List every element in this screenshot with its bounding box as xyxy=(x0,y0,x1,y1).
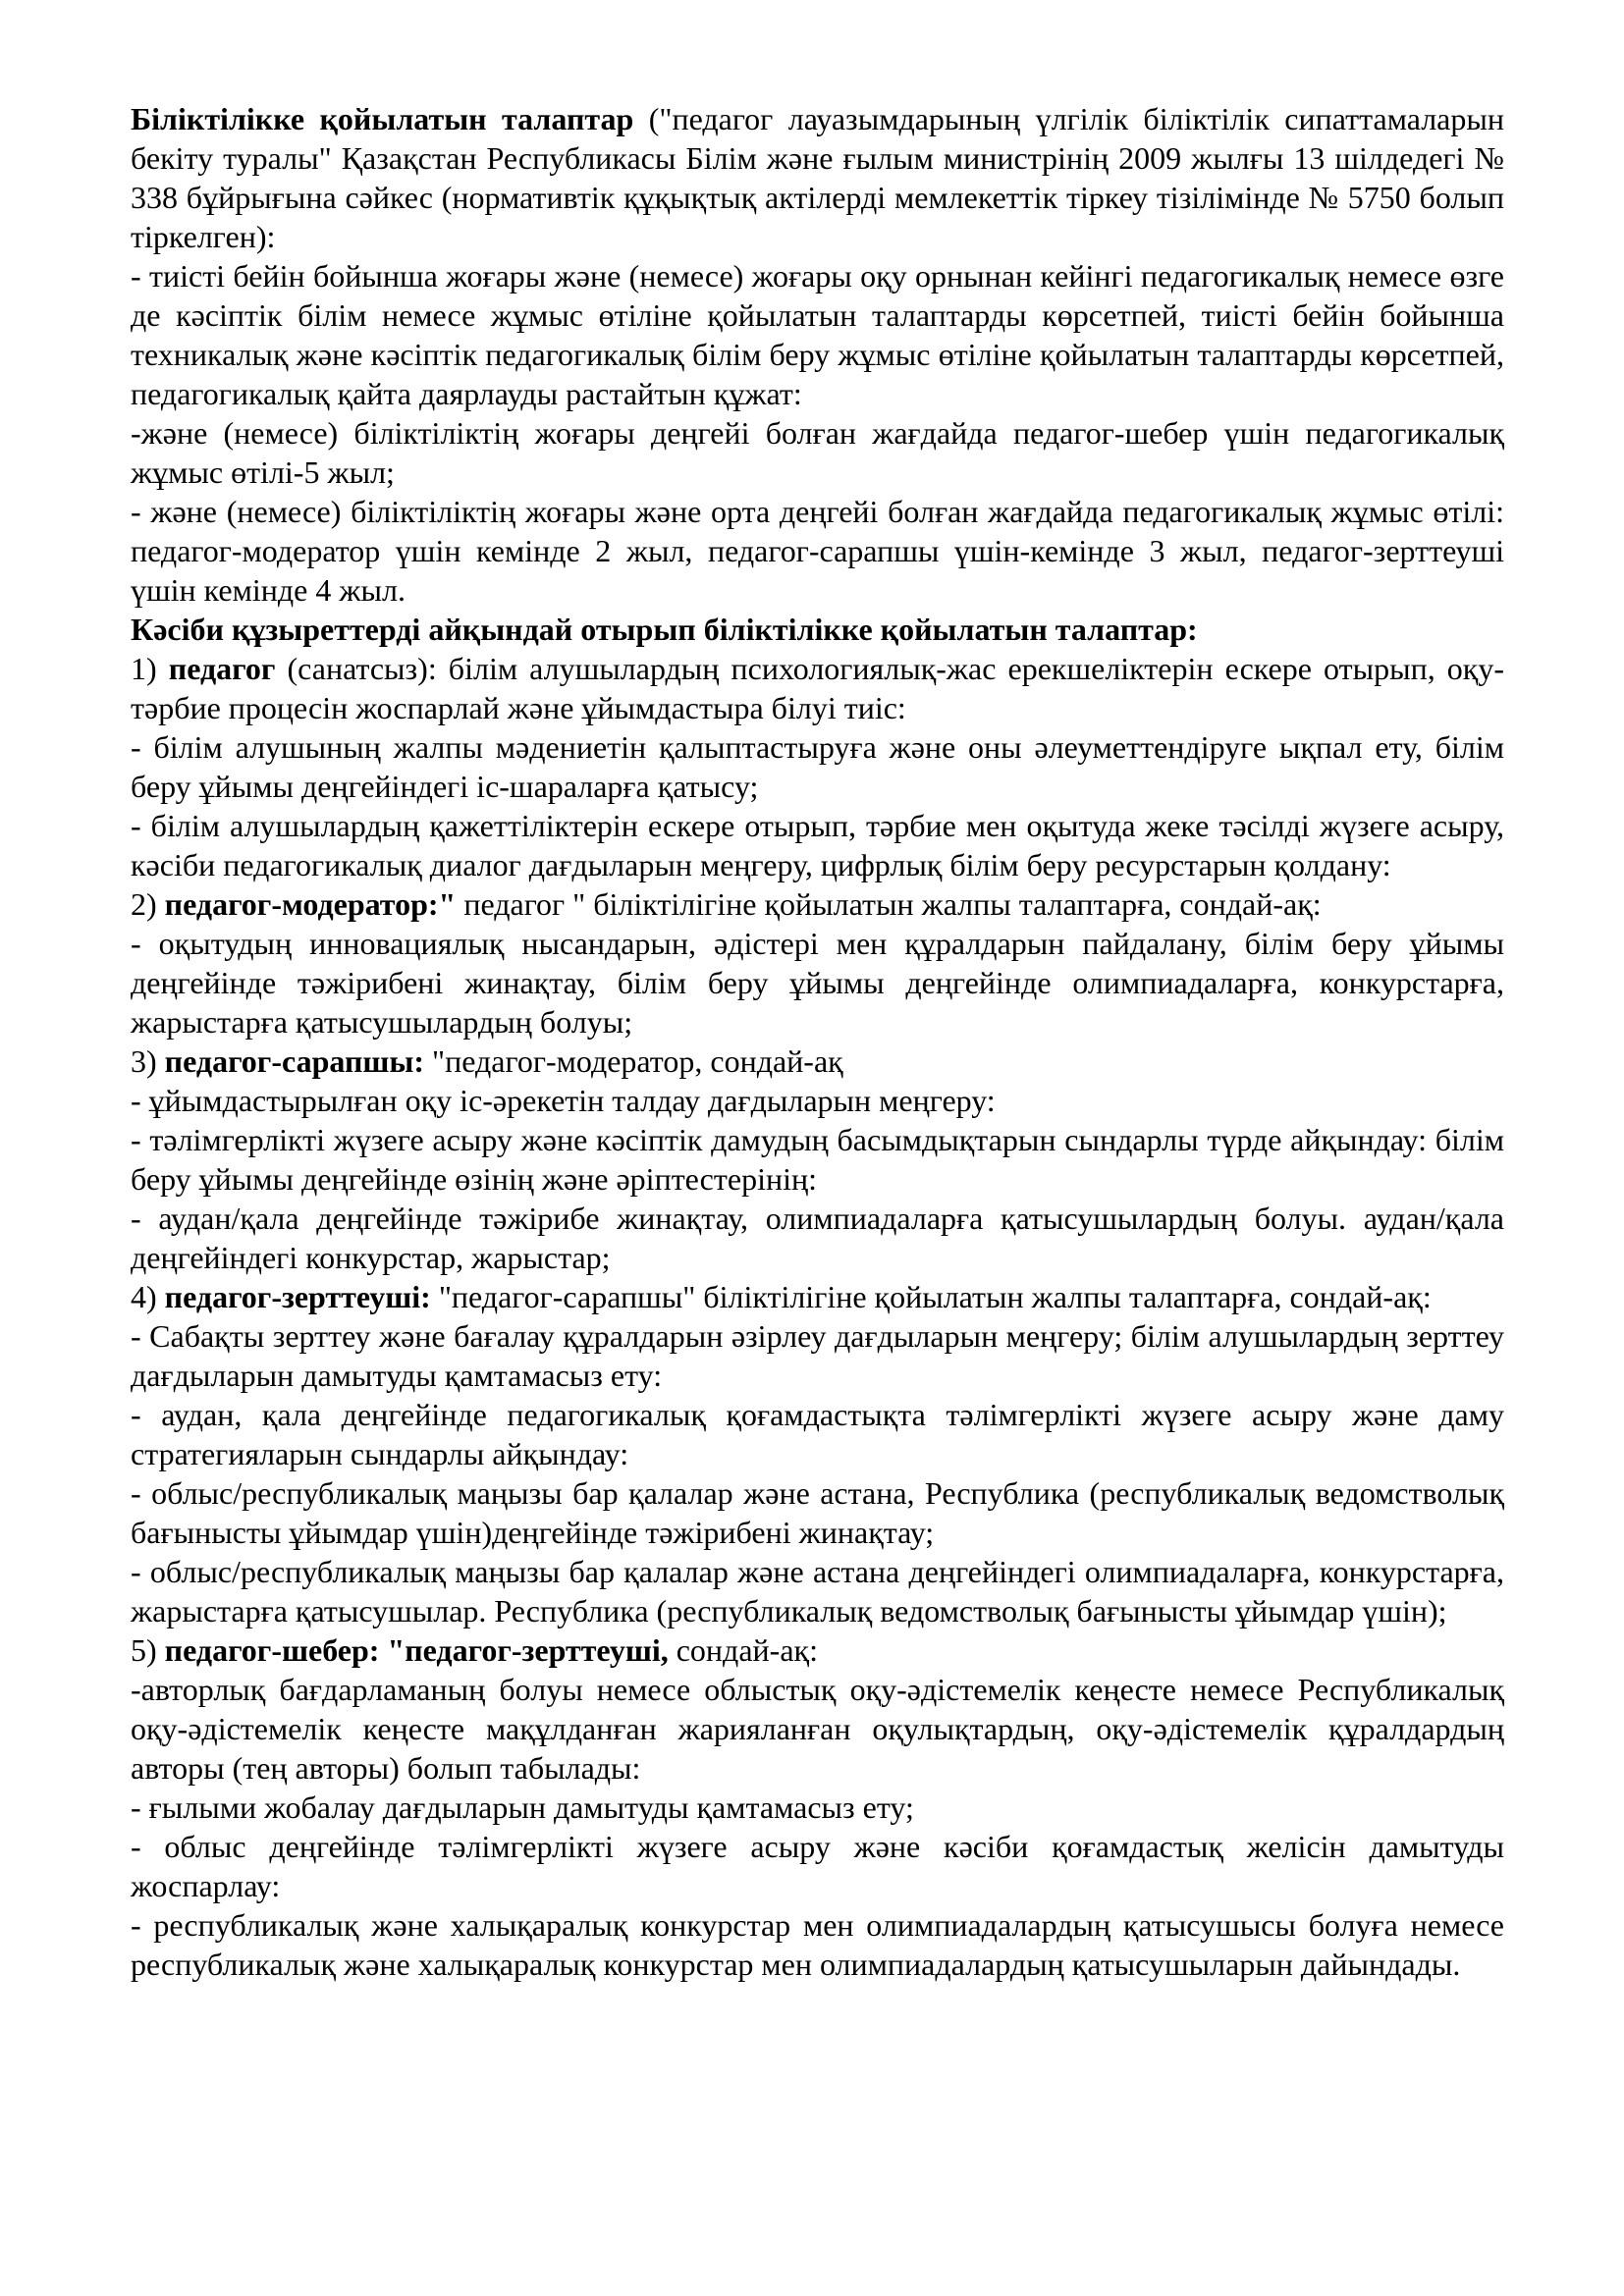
paragraph xyxy=(131,1199,1504,1277)
paragraph xyxy=(131,492,1504,610)
text-run: - тәлімгерлікті жүзеге асыру және кәсіптік дамудың басымдықтарын сындарлы түрде айқындау: білім беру ұйымы деңгейінде өзінің және әріптестерінің: xyxy=(131,1122,1504,1197)
list-number: 3) xyxy=(131,1043,165,1079)
term-run: педагог-модератор:" xyxy=(164,886,457,922)
text-run: -авторлық бағдарламаның болуы немесе облыстық оқу-әдістемелік кеңесте немесе Республикалық оқу-әдістемелік кеңесте мақұлданған жарияланған оқулықтардың, оқу-әдістемелік құралдардың авторы (тең авторы) болып табылады: xyxy=(131,1672,1504,1786)
paragraph xyxy=(131,1630,1504,1670)
paragraph xyxy=(131,610,1504,649)
paragraph xyxy=(131,1670,1504,1788)
paragraph xyxy=(131,1277,1504,1316)
heading-run: Біліктілікке қойылатын талаптар xyxy=(131,101,634,136)
paragraph xyxy=(131,884,1504,924)
text-run: - аудан, қала деңгейінде педагогикалық қоғамдастықта тәлімгерлікті жүзеге асыру және даму стратегияларын сындарлы айқындау: xyxy=(131,1397,1504,1471)
paragraph xyxy=(131,1552,1504,1630)
text-run: - республикалық және халықаралық конкурстар мен олимпиадалардың қатысушысы болуға немесе республикалық және халықаралық конкурстар мен олимпиадалардың қатысушыларын дайындады. xyxy=(131,1907,1504,1982)
paragraph xyxy=(131,1905,1504,1984)
text-run: - оқытудың инновациялық нысандарын, әдістері мен құралдарын пайдалану, білім беру ұйымы деңгейінде тәжірибені жинақтау, білім беру ұйымы деңгейінде олимпиадаларға, конкурстарға, жарыстарға қатысушылардың болуы; xyxy=(131,926,1504,1040)
text-run: - білім алушылардың қажеттіліктерін ескере отырып, тәрбие мен оқытуда жеке тәсілді жүзеге асыру, кәсіби педагогикалық диалог дағдыларын меңгеру, цифрлық білім беру ресурстарын қолдану: xyxy=(131,808,1504,882)
text-run: - және (немесе) біліктіліктің жоғары және орта деңгейі болған жағдайда педагогикалық жұмыс өтілі: педагог-модератор үшін кемінде 2 жыл, педагог-сарапшы үшін-кемінде 3 жыл, педагог-зерттеуші үшін кемінде 4 жыл. xyxy=(131,494,1504,608)
text-run: - облыс/республикалық маңызы бар қалалар және астана деңгейіндегі олимпиадаларға, конкурстарға, жарыстарға қатысушылар. Республика (республикалық ведомстволық бағынысты ұйымдар үшін); xyxy=(131,1554,1504,1629)
text-run: "педагог-сарапшы" біліктілігіне қойылатын жалпы талаптарға, сондай-ақ: xyxy=(430,1279,1432,1314)
term-run: педагог-шебер: "педагог-зерттеуші, xyxy=(164,1632,669,1668)
term-run: педагог xyxy=(168,651,276,686)
paragraph xyxy=(131,1788,1504,1827)
text-run: "педагог-модератор, сондай-ақ xyxy=(424,1043,843,1079)
paragraph xyxy=(131,649,1504,727)
text-run: -және (немесе) біліктіліктің жоғары деңгейі болған жағдайда педагог-шебер үшін педагогикалық жұмыс өтілі-5 жыл; xyxy=(131,415,1504,490)
list-number: 4) xyxy=(131,1279,165,1314)
paragraph xyxy=(131,1316,1504,1395)
text-run: сондай-ақ: xyxy=(668,1632,818,1668)
paragraph xyxy=(131,256,1504,413)
text-run: ("педагог лауазымдарының үлгілік біліктілік сипаттамаларын бекіту туралы" Қазақстан Республикасы Білім және ғылым министрінің 2009 жылғы 13 шілдедегі № 338 бұйрығына сәйкес (нормативтік құқықтық актілерді мемлекеттік тіркеу тізілімінде № 5750 болып тіркелген): xyxy=(131,101,1505,254)
text-run: - ұйымдастырылған оқу іс-әрекетін талдау дағдыларын меңгеру: xyxy=(131,1083,996,1118)
text-run: - облыс деңгейінде тәлімгерлікті жүзеге асыру және кәсіби қоғамдастық желісін дамытуды жоспарлау: xyxy=(131,1829,1504,1903)
paragraph xyxy=(131,806,1504,884)
paragraph xyxy=(131,1473,1504,1552)
term-run: педагог-сарапшы: xyxy=(164,1043,425,1079)
paragraph xyxy=(131,1081,1504,1120)
paragraph xyxy=(131,1827,1504,1905)
paragraph xyxy=(131,1041,1504,1081)
paragraph xyxy=(131,99,1504,256)
list-number: 5) xyxy=(131,1632,165,1668)
list-number: 1) xyxy=(131,651,169,686)
paragraph xyxy=(131,1120,1504,1199)
paragraph xyxy=(131,727,1504,806)
text-run: - білім алушының жалпы мәдениетін қалыптастыруға және оны әлеуметтендіруге ықпал ету, білім беру ұйымы деңгейіндегі іс-шараларға қатысу; xyxy=(131,729,1504,804)
text-run: (санатсыз): білім алушылардың психологиялық-жас ерекшеліктерін ескере отырып, оқу-тәрбие процесін жоспарлай және ұйымдастыра білуі тиіс: xyxy=(131,651,1505,725)
heading-run: Кәсіби құзыреттерді айқындай отырып біліктілікке қойылатын талаптар: xyxy=(131,612,1198,647)
paragraph xyxy=(131,1395,1504,1473)
text-run: - ғылыми жобалау дағдыларын дамытуды қамтамасыз ету; xyxy=(131,1789,914,1825)
term-run: педагог-зерттеуші: xyxy=(164,1279,431,1314)
list-number: 2) xyxy=(131,886,165,922)
text-run: - тиісті бейін бойынша жоғары және (немесе) жоғары оқу орнынан кейінгі педагогикалық немесе өзге де кәсіптік білім немесе жұмыс өтіліне қойылатын талаптарды көрсетпей, тиісті бейін бойынша техникалық және кәсіптік педагогикалық білім беру жұмыс өтіліне қойылатын талаптарды көрсетпей, педагогикалық қайта даярлауды растайтын құжат: xyxy=(131,258,1504,411)
text-run: педагог " біліктілігіне қойылатын жалпы талаптарға, сондай-ақ: xyxy=(456,886,1322,922)
text-run: - облыс/республикалық маңызы бар қалалар және астана, Республика (республикалық ведомстволық бағынысты ұйымдар үшін)деңгейінде тәжірибені жинақтау; xyxy=(131,1475,1504,1550)
text-run: - Сабақты зерттеу және бағалау құралдарын әзірлеу дағдыларын меңгеру; білім алушылардың зерттеу дағдыларын дамытуды қамтамасыз ету: xyxy=(131,1318,1504,1393)
text-run: - аудан/қала деңгейінде тәжірибе жинақтау, олимпиадаларға қатысушылардың болуы. аудан/қала деңгейіндегі конкурстар, жарыстар; xyxy=(131,1201,1504,1275)
paragraph xyxy=(131,924,1504,1041)
paragraph xyxy=(131,413,1504,492)
